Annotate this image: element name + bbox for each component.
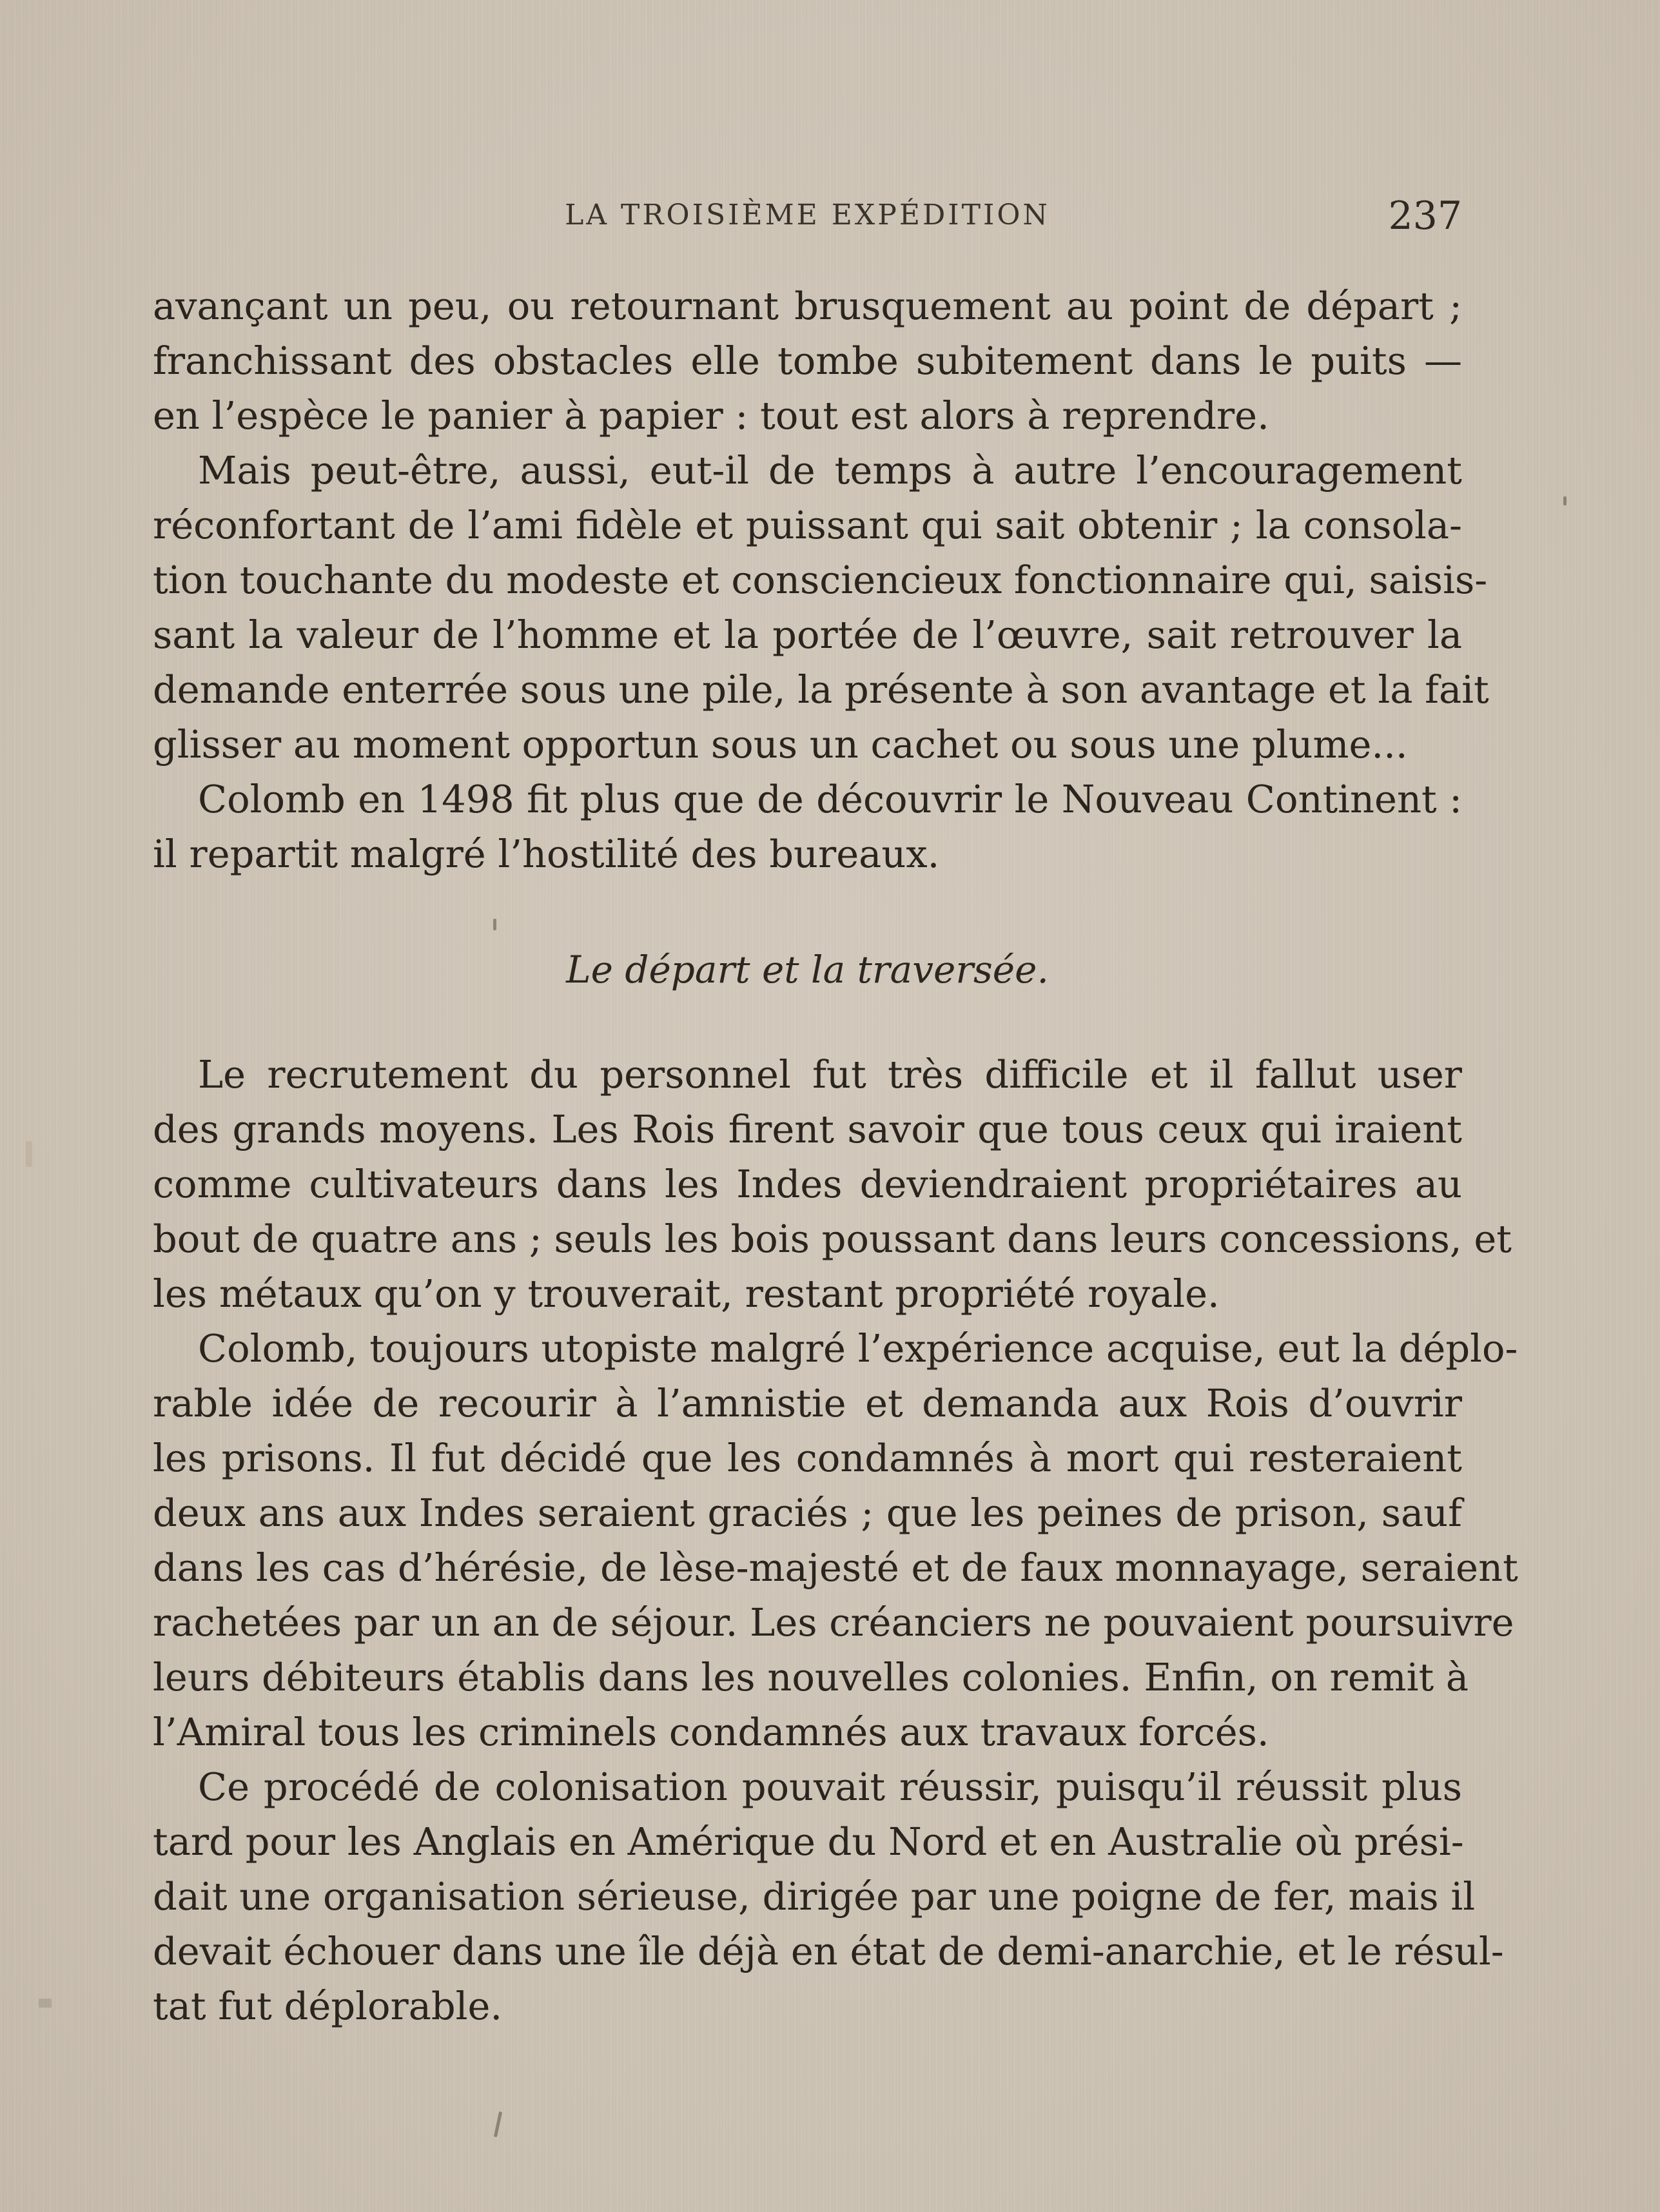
text-line: Le recrutement du personnel fut très difficile et il fallut user — [198, 1052, 1462, 1097]
text-line: leurs débiteurs établis dans les nouvelles colonies. Enfin, on remit à — [153, 1655, 1469, 1699]
text-line: l’Amiral tous les criminels condamnés aux travaux forcés. — [153, 1710, 1269, 1754]
text-line: franchissant des obstacles elle tombe subitement dans le puits — — [153, 338, 1462, 383]
paper-speck — [494, 2111, 502, 2137]
text-line: il repartit malgré l’hostilité des bureaux. — [153, 832, 940, 876]
text-line: demande enterrée sous une pile, la présente à son avantage et la fait — [153, 667, 1489, 712]
text-line: comme cultivateurs dans les Indes deviendraient propriétaires au — [153, 1162, 1462, 1206]
text-line: tat fut déplorable. — [153, 1984, 503, 2028]
paper-speck — [1563, 496, 1567, 505]
text-line: glisser au moment opportun sous un cachet ou sous une plume... — [153, 722, 1408, 767]
text-line: Mais peut-être, aussi, eut-il de temps à autre l’encouragement — [198, 448, 1462, 493]
text-line: bout de quatre ans ; seuls les bois poussant dans leurs concessions, et — [153, 1217, 1512, 1261]
text-line: tard pour les Anglais en Amérique du Nord et en Australie où prési- — [153, 1819, 1464, 1864]
paper-speck — [493, 919, 496, 930]
paper-speck — [26, 1141, 32, 1167]
running-header — [153, 193, 1462, 239]
text-line: en l’espèce le panier à papier : tout est alors à reprendre. — [153, 393, 1269, 438]
text-line: Colomb, toujours utopiste malgré l’expérience acquise, eut la déplo- — [198, 1326, 1518, 1371]
text-line: dait une organisation sérieuse, dirigée par une poigne de fer, mais il — [153, 1874, 1476, 1919]
text-line: des grands moyens. Les Rois firent savoir que tous ceux qui iraient — [153, 1107, 1462, 1151]
body-text-block-2 — [153, 1047, 1518, 2033]
text-line: deux ans aux Indes seraient graciés ; que les peines de prison, sauf — [153, 1491, 1462, 1535]
text-line: les prisons. Il fut décidé que les condamnés à mort qui resteraient — [153, 1436, 1462, 1480]
body-text-block-1 — [153, 279, 1489, 881]
text-line: rachetées par un an de séjour. Les créanciers ne pouvaient poursuivre — [153, 1600, 1514, 1645]
text-line: devait échouer dans une île déjà en état de demi-anarchie, et le résul- — [153, 1929, 1504, 1973]
text-line: Colomb en 1498 fit plus que de découvrir le Nouveau Continent : — [198, 777, 1462, 821]
text-line: tion touchante du modeste et consciencieux fonctionnaire qui, saisis- — [153, 558, 1488, 602]
text-line: dans les cas d’hérésie, de lèse-majesté et de faux monnayage, seraient — [153, 1545, 1518, 1590]
text-line: sant la valeur de l’homme et la portée de l’œuvre, sait retrouver la — [153, 612, 1462, 657]
running-title: LA TROISIÈME EXPÉDITION — [565, 199, 1050, 231]
text-line: réconfortant de l’ami fidèle et puissant qui sait obtenir ; la consola- — [153, 503, 1462, 547]
paper-speck — [39, 1999, 52, 2008]
text-line: les métaux qu’on y trouverait, restant propriété royale. — [153, 1271, 1220, 1316]
section-heading: Le départ et la traversée. — [566, 948, 1049, 992]
page-number: 237 — [1388, 193, 1462, 239]
text-line: rable idée de recourir à l’amnistie et demanda aux Rois d’ouvrir — [153, 1381, 1462, 1425]
text-line: avançant un peu, ou retournant brusquement au point de départ ; — [153, 284, 1462, 328]
text-line: Ce procédé de colonisation pouvait réussir, puisqu’il réussit plus — [198, 1765, 1462, 1809]
